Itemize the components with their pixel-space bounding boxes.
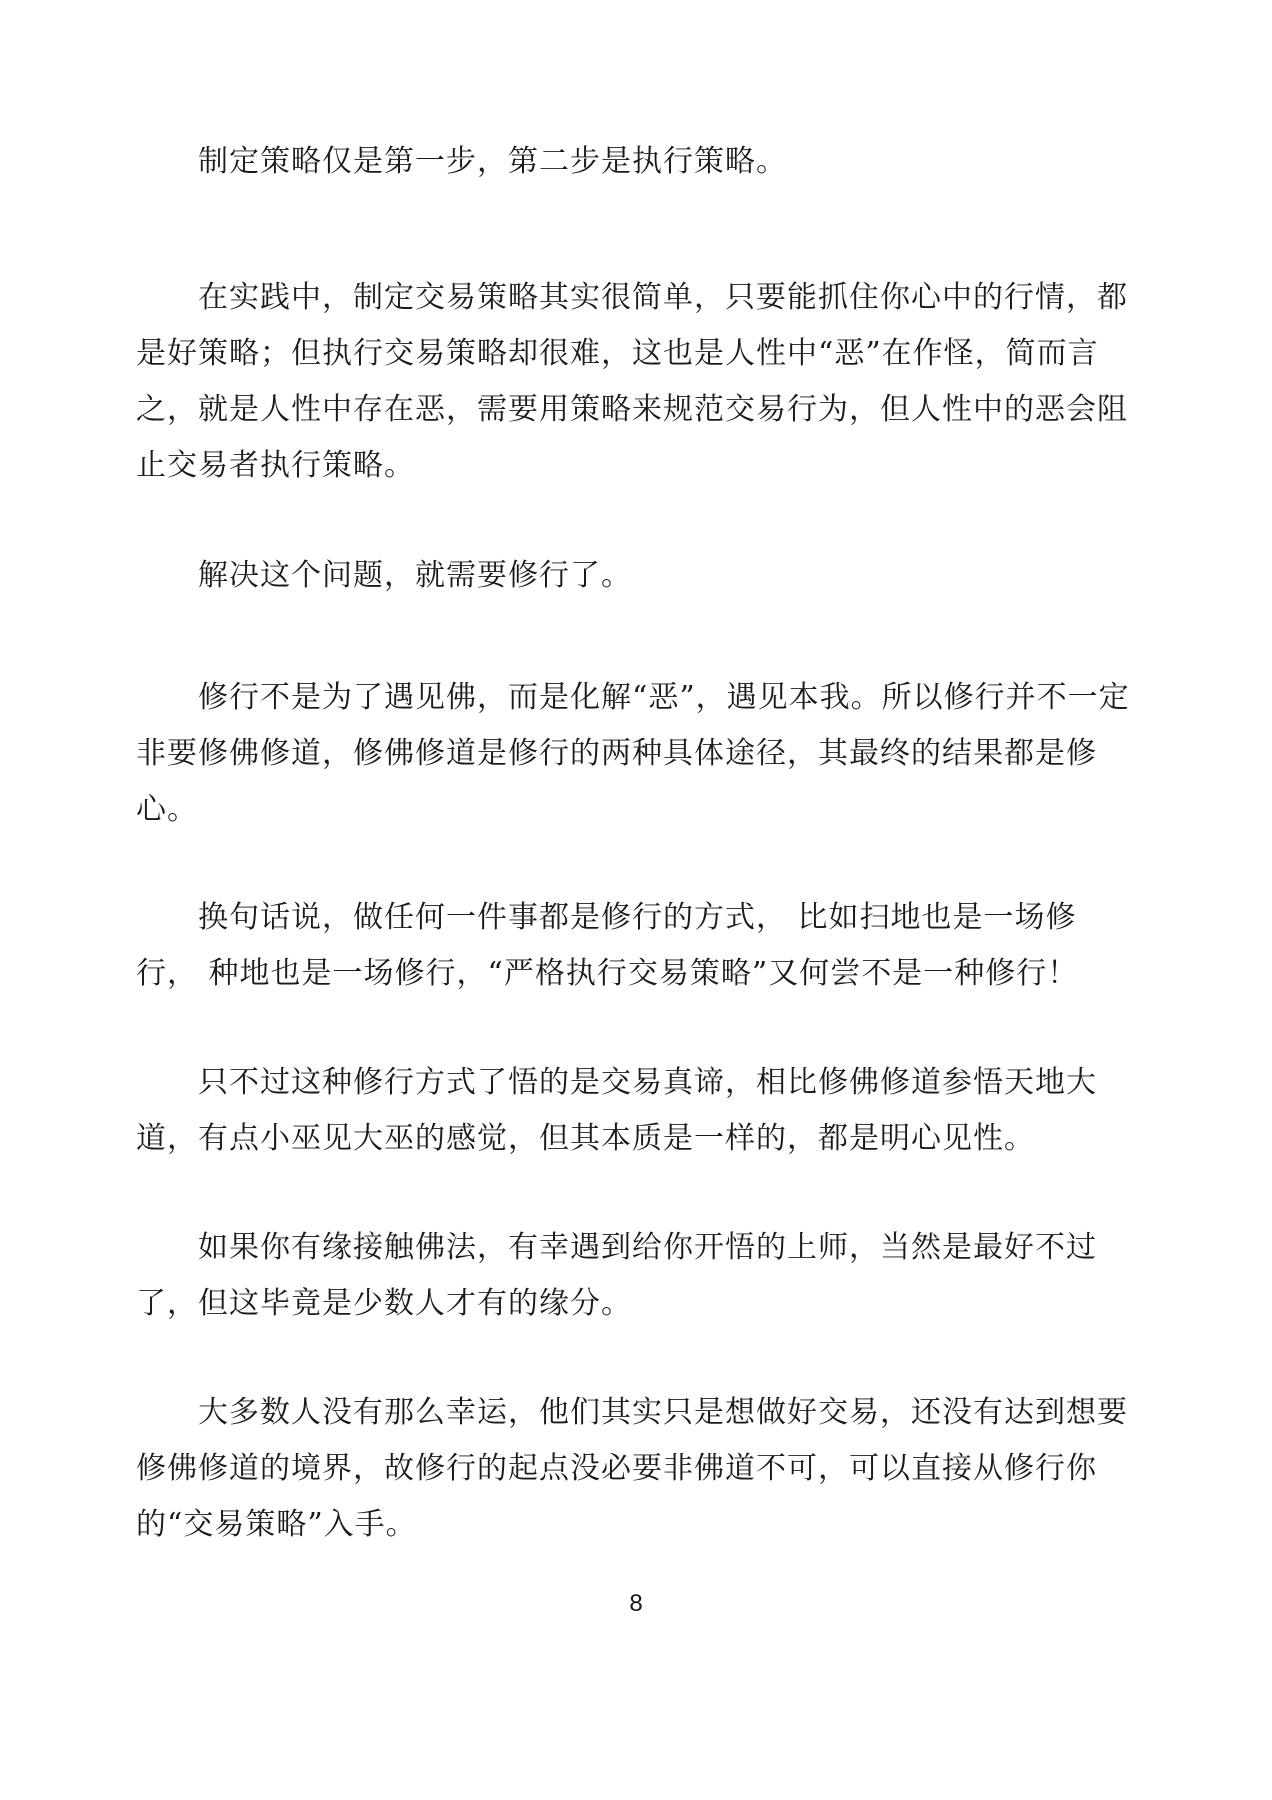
paragraph-8: 大多数人没有那么幸运，他们其实只是想做好交易，还没有达到想要修佛修道的境界，故修行的起点没必要非佛道不可，可以直接从修行你的“交易策略”入手。 xyxy=(136,1395,1128,1542)
paragraph-4: 修行不是为了遇见佛，而是化解“恶”，遇见本我。所以修行并不一定非要修佛修道，修佛修道是修行的两种具体途径，其最终的结果都是修心。 xyxy=(136,680,1130,827)
paragraph-7: 如果你有缘接触佛法，有幸遇到给你开悟的上师，当然是最好不过了，但这毕竟是少数人才有的缘分。 xyxy=(136,1230,1097,1321)
paragraph-2: 在实践中，制定交易策略其实很简单，只要能抓住你心中的行情，都是好策略；但执行交易策略却很难，这也是人性中“恶”在作怪，简而言之，就是人性中存在恶，需要用策略来规范交易行为，但人性中的恶会阻止交易者执行策略。 xyxy=(136,280,1128,483)
paragraph-3: 解决这个问题，就需要修行了。 xyxy=(198,558,632,593)
paragraph-1: 制定策略仅是第一步，第二步是执行策略。 xyxy=(198,144,787,179)
page-number: 8 xyxy=(629,1590,643,1617)
paragraph-5: 换句话说，做任何一件事都是修行的方式， 比如扫地也是一场修行， 种地也是一场修行，“严格执行交易策略”又何尝不是一种修行！ xyxy=(136,900,1079,991)
paragraph-6: 只不过这种修行方式了悟的是交易真谛，相比修佛修道参悟天地大道，有点小巫见大巫的感觉，但其本质是一样的，都是明心见性。 xyxy=(136,1065,1097,1156)
